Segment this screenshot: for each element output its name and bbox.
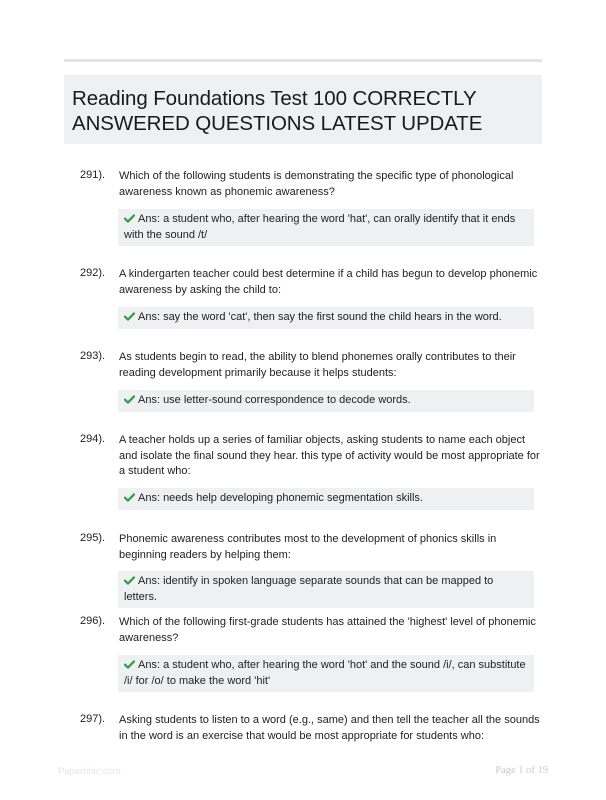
- checkmark-icon: [124, 395, 135, 404]
- document-title: Reading Foundations Test 100 CORRECTLY ANSWERED QUESTIONS LATEST UPDATE: [72, 87, 483, 135]
- question-number: 294).: [80, 433, 106, 445]
- checkmark-icon: [124, 214, 135, 223]
- answer-box: [118, 488, 534, 510]
- question-number: 291).: [80, 169, 106, 181]
- checkmark-icon: [124, 660, 135, 669]
- answer-text: Ans: a student who, after hearing the word 'hat', can orally identify that it ends with the sound /t/: [124, 213, 516, 241]
- answer-text: Ans: needs help developing phonemic segmentation skills.: [138, 492, 423, 504]
- question-number: 292).: [80, 267, 106, 279]
- answer-text: Ans: use letter-sound correspondence to decode words.: [138, 394, 411, 406]
- question-number: 297).: [80, 713, 106, 725]
- checkmark-icon: [124, 576, 135, 585]
- answer-text: Ans: say the word 'cat', then say the first sound the child hears in the word.: [138, 311, 502, 323]
- top-divider: [64, 59, 542, 62]
- answer-text: Ans: a student who, after hearing the word 'hot' and the sound /i/, can substitute /i/ for /o/ to make the word 'hit': [124, 659, 526, 687]
- answer-box: [118, 390, 534, 412]
- answer-text: Ans: identify in spoken language separate sounds that can be mapped to letters.: [124, 575, 494, 603]
- question-text: Which of the following students is demonstrating the specific type of phonological awareness known as phonemic awareness?: [119, 170, 514, 198]
- answer-box: [118, 571, 534, 608]
- question-text: A kindergarten teacher could best determine if a child has begun to develop phonemic awareness by asking the child to:: [119, 268, 538, 296]
- answer-box: [118, 307, 534, 329]
- question-text: Which of the following first-grade students has attained the 'highest' level of phonemic awareness?: [119, 616, 536, 644]
- question-number: 295).: [80, 532, 106, 544]
- title-banner: [64, 75, 542, 144]
- question-number: 296).: [80, 615, 106, 627]
- answer-box: [118, 655, 534, 692]
- question-text: Asking students to listen to a word (e.g., same) and then tell the teacher all the sounds in the word is an exercise that would be most appropriate for students who:: [119, 714, 540, 742]
- footer-watermark: Papertibic.com: [58, 766, 121, 777]
- question-text: A teacher holds up a series of familiar objects, asking students to name each object and isolate the final sound they hear. this type of activity would be most appropriate for a student who:: [119, 434, 540, 477]
- page-number: Page 1 of 19: [495, 765, 548, 776]
- question-number: 293).: [80, 350, 106, 362]
- question-text: As students begin to read, the ability to blend phonemes orally contributes to their reading development primarily because it helps students:: [119, 351, 516, 379]
- checkmark-icon: [124, 312, 135, 321]
- answer-box: [118, 209, 534, 246]
- checkmark-icon: [124, 493, 135, 502]
- question-text: Phonemic awareness contributes most to the development of phonics skills in beginning readers by helping them:: [119, 533, 497, 561]
